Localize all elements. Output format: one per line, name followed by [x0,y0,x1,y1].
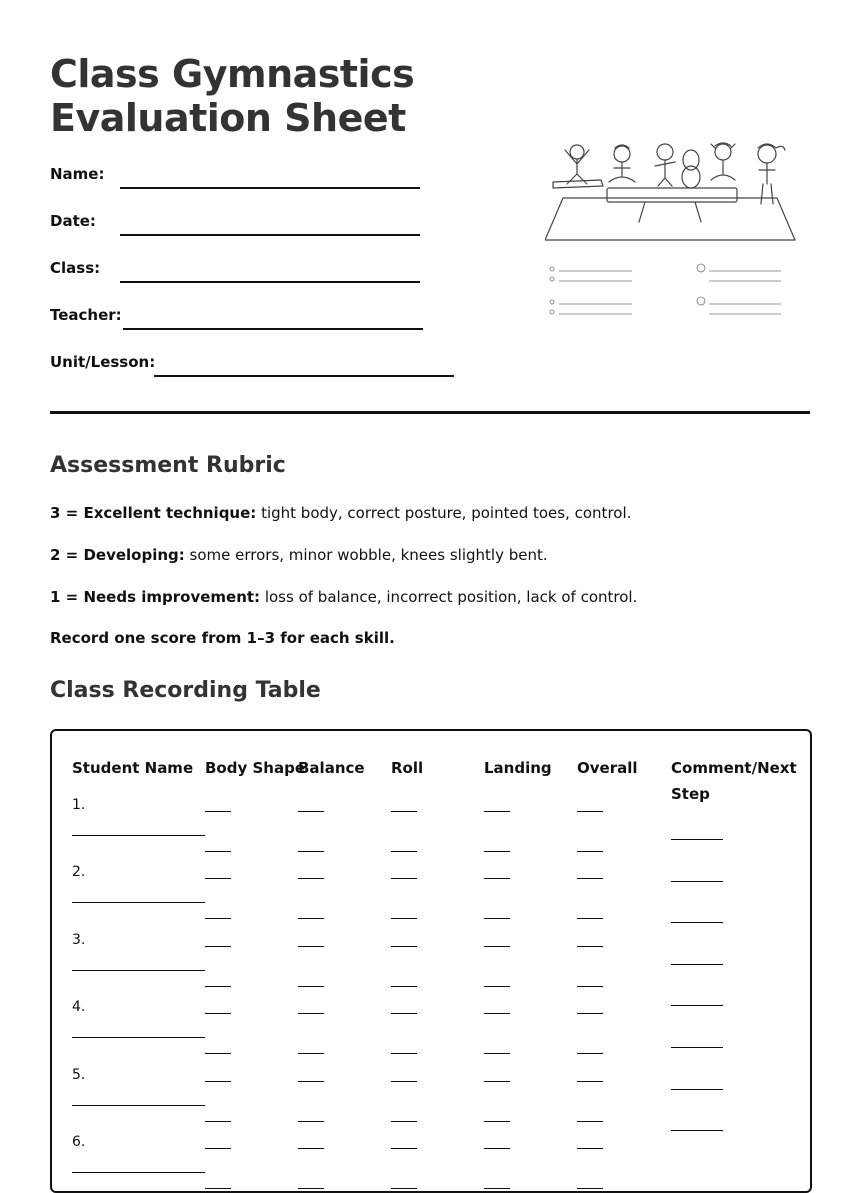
student-name-blank[interactable] [72,1105,205,1106]
comment-blank[interactable] [671,1005,723,1006]
score-blank[interactable] [205,1121,231,1122]
score-blank[interactable] [205,1081,231,1082]
date-field[interactable] [50,212,430,242]
score-blank[interactable] [391,811,417,812]
score-blank[interactable] [298,1053,324,1054]
comment-blank[interactable] [671,964,723,965]
comment-blank[interactable] [671,839,723,840]
score-blank[interactable] [391,946,417,947]
score-blank[interactable] [205,811,231,812]
name-field[interactable] [50,165,430,195]
comment-blank[interactable] [671,1089,723,1090]
teacher-input-line[interactable] [123,328,423,330]
title-line-1: Class Gymnastics [50,52,415,96]
rubric-heading: Assessment Rubric [50,453,286,478]
score-blank[interactable] [484,1081,510,1082]
rubric-item-1-text: loss of balance, incorrect position, lack of control. [260,588,638,606]
col-header-landing: Landing [484,759,552,777]
unit-lesson-label: Unit/Lesson: [50,353,156,371]
score-blank[interactable] [577,1053,603,1054]
score-blank[interactable] [577,918,603,919]
score-blank[interactable] [391,851,417,852]
student-name-blank[interactable] [72,1172,205,1173]
score-blank[interactable] [577,1013,603,1014]
score-blank[interactable] [298,1121,324,1122]
date-label: Date: [50,212,96,230]
score-blank[interactable] [577,946,603,947]
score-blank[interactable] [577,1121,603,1122]
score-blank[interactable] [577,986,603,987]
score-blank[interactable] [484,1188,510,1189]
score-blank[interactable] [484,878,510,879]
col-header-balance: Balance [298,759,365,777]
student-row-number: 2. [72,864,86,881]
score-blank[interactable] [391,1013,417,1014]
score-blank[interactable] [205,986,231,987]
score-blank[interactable] [205,878,231,879]
score-blank[interactable] [484,1121,510,1122]
score-blank[interactable] [205,1188,231,1189]
score-blank[interactable] [577,1188,603,1189]
recording-table [50,729,812,1193]
score-blank[interactable] [298,851,324,852]
comment-blank[interactable] [671,1047,723,1048]
score-blank[interactable] [484,1013,510,1014]
student-name-blank[interactable] [72,970,205,971]
rubric-item-2 [50,546,548,564]
student-row-number: 1. [72,797,86,813]
teacher-field[interactable] [50,306,430,336]
score-blank[interactable] [577,1081,603,1082]
score-blank[interactable] [484,1148,510,1149]
score-blank[interactable] [298,1081,324,1082]
score-blank[interactable] [391,878,417,879]
score-blank[interactable] [205,918,231,919]
score-blank[interactable] [484,918,510,919]
comment-blank[interactable] [671,1130,723,1131]
score-blank[interactable] [205,946,231,947]
score-blank[interactable] [577,811,603,812]
score-blank[interactable] [298,918,324,919]
score-blank[interactable] [205,1148,231,1149]
student-row-number: 6. [72,1134,86,1150]
score-blank[interactable] [577,878,603,879]
student-row-number: 4. [72,999,86,1016]
page-title [50,52,414,140]
name-label: Name: [50,165,105,183]
unit-lesson-field[interactable] [50,353,460,383]
score-blank[interactable] [484,1053,510,1054]
col-header-overall: Overall [577,759,638,777]
rubric-note: Record one score from 1–3 for each skill. [50,629,395,647]
score-blank[interactable] [391,1188,417,1189]
score-blank[interactable] [205,1013,231,1014]
gymnastics-illustration [545,140,800,325]
student-row-number: 5. [72,1066,86,1083]
name-input-line[interactable] [120,187,420,189]
score-blank[interactable] [484,946,510,947]
score-blank[interactable] [205,851,231,852]
col-header-roll: Roll [391,759,424,777]
score-blank[interactable] [391,1081,417,1082]
col-header-comment: Comment/Next Step [671,759,797,803]
score-blank[interactable] [577,1148,603,1149]
score-blank[interactable] [391,1121,417,1122]
rubric-item-1 [50,588,637,606]
score-blank[interactable] [577,851,603,852]
title-line-2: Evaluation Sheet [50,96,406,140]
student-row-number: 3. [72,931,86,948]
section-divider [50,411,810,414]
rubric-item-2-text: some errors, minor wobble, knees slightly bent. [184,546,548,564]
score-blank[interactable] [484,851,510,852]
unit-lesson-input-line[interactable] [154,375,454,377]
comment-blank[interactable] [671,881,723,882]
comment-blank[interactable] [671,922,723,923]
class-input-line[interactable] [120,281,420,283]
score-blank[interactable] [205,1053,231,1054]
student-name-blank[interactable] [72,902,205,903]
score-blank[interactable] [298,1013,324,1014]
score-blank[interactable] [391,918,417,919]
score-blank[interactable] [298,946,324,947]
score-blank[interactable] [298,811,324,812]
col-header-student-name: Student Name [72,759,194,777]
score-blank[interactable] [298,1188,324,1189]
student-name-blank[interactable] [72,835,205,836]
score-blank[interactable] [484,811,510,812]
score-blank[interactable] [391,1053,417,1054]
class-field[interactable] [50,259,430,289]
score-blank[interactable] [298,878,324,879]
rubric-item-3-text: tight body, correct posture, pointed toes, control. [256,504,632,522]
rubric-item-1-key: 1 = Needs improvement: [50,588,261,606]
date-input-line[interactable] [120,234,420,236]
teacher-label: Teacher: [50,306,122,324]
score-blank[interactable] [298,1148,324,1149]
score-blank[interactable] [298,986,324,987]
table-heading: Class Recording Table [50,678,321,703]
rubric-item-2-key: 2 = Developing: [50,546,185,564]
col-header-body-shape: Body Shape [205,759,305,777]
class-label: Class: [50,259,101,277]
rubric-item-3-key: 3 = Excellent technique: [50,504,257,522]
score-blank[interactable] [484,986,510,987]
rubric-item-3 [50,504,631,522]
score-blank[interactable] [391,1148,417,1149]
student-name-blank[interactable] [72,1037,205,1038]
score-blank[interactable] [391,986,417,987]
